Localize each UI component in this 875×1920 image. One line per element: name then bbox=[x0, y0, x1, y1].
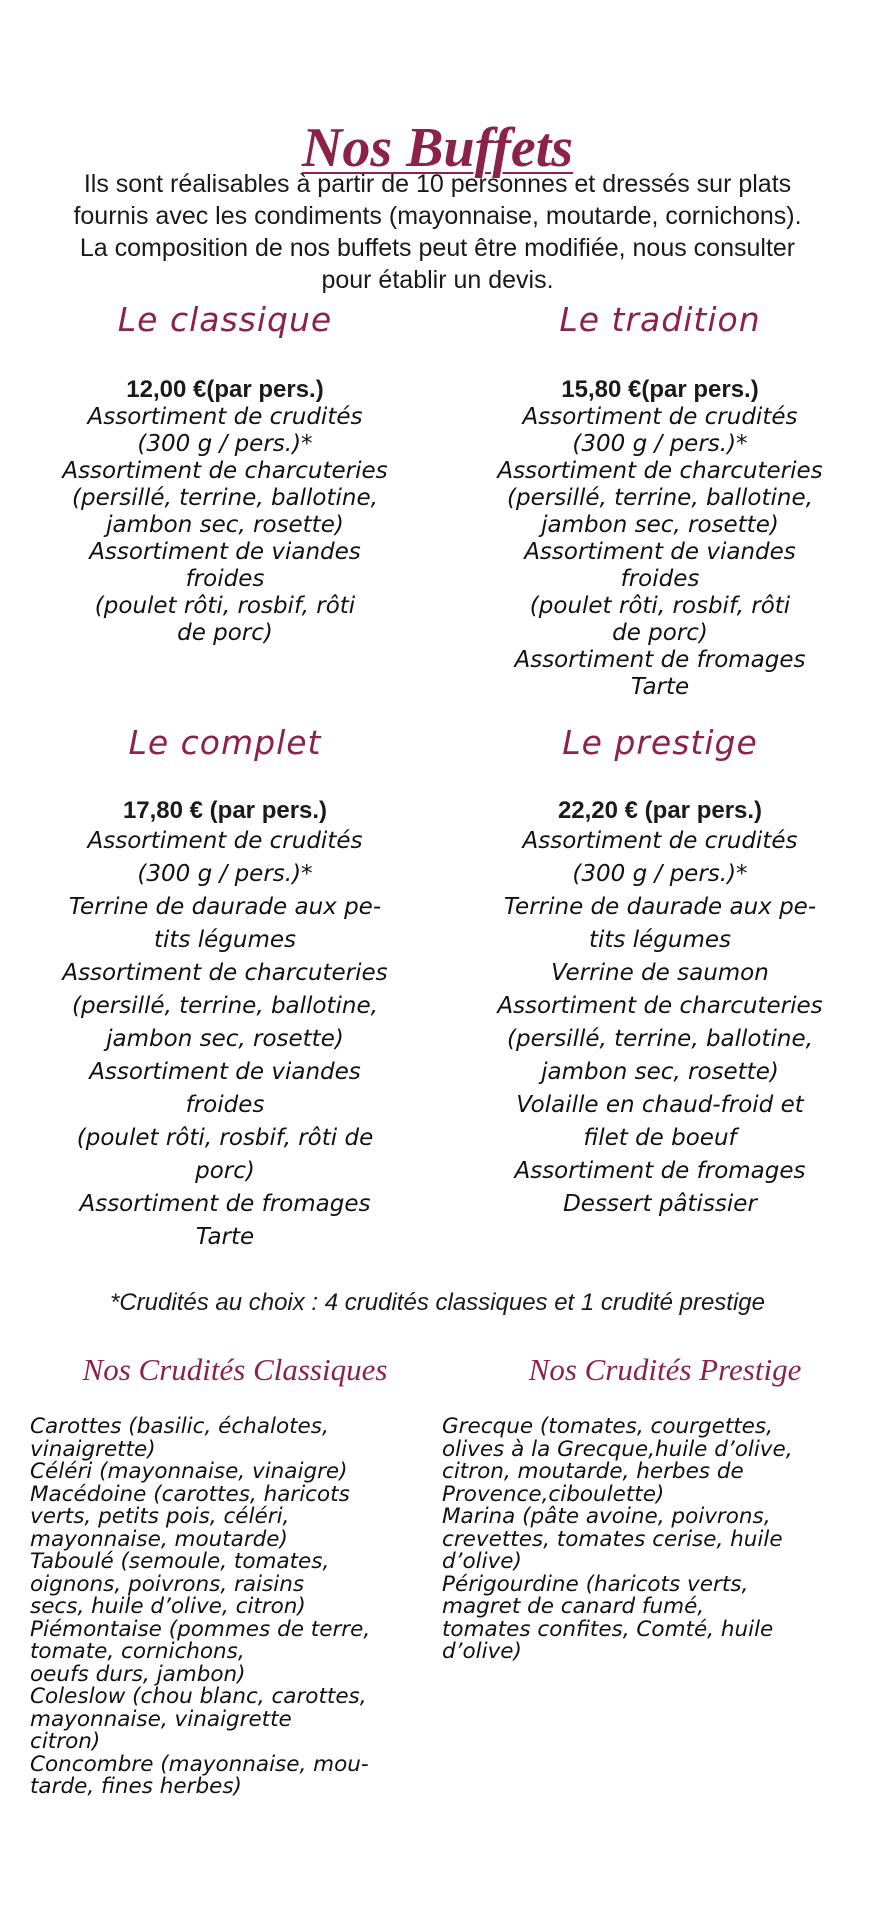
text-line: (poulet rôti, rosbif, rôti bbox=[529, 593, 791, 619]
text-line: tarde, fines herbes) bbox=[30, 1774, 242, 1799]
text-line: (300 g / pers.)* bbox=[137, 861, 313, 887]
text-line: secs, huile d’olive, citron) bbox=[30, 1594, 306, 1619]
buffet-items bbox=[20, 825, 430, 1254]
text-line: jambon sec, rosette) bbox=[541, 512, 779, 538]
text-line: (300 g / pers.)* bbox=[137, 431, 313, 457]
text-line: oeufs durs, jambon) bbox=[30, 1661, 246, 1687]
text-line: filet de boeuf bbox=[583, 1125, 737, 1151]
text-line: olives à la Grecque,huile d’olive, bbox=[442, 1436, 793, 1462]
text-line: Assortiment de charcuteries bbox=[497, 993, 823, 1019]
intro-line: Ils sont réalisables à partir de 10 personnes et dressés sur plats bbox=[83, 170, 792, 198]
page-title: Nos Buffets bbox=[301, 116, 574, 179]
buffet-name: Le tradition bbox=[559, 300, 761, 339]
crudites-prestige-title: Nos Crudités Prestige bbox=[528, 1352, 802, 1387]
text-line: Assortiment de charcuteries bbox=[497, 458, 823, 484]
text-line: oignons, poivrons, raisins bbox=[30, 1571, 305, 1597]
text-line: Coleslow (chou blanc, carottes, bbox=[30, 1684, 367, 1709]
text-line: Assortiment de fromages bbox=[79, 1191, 371, 1217]
text-line: Assortiment de viandes bbox=[89, 1059, 361, 1085]
crudites-prestige-list bbox=[442, 1416, 862, 1664]
text-line: (persillé, terrine, ballotine, bbox=[507, 1026, 813, 1052]
text-line: Assortiment de crudités bbox=[87, 828, 363, 854]
buffet-tradition bbox=[455, 298, 865, 701]
text-line: jambon sec, rosette) bbox=[106, 512, 344, 538]
buffet-price: 12,00 €(par pers.) bbox=[126, 376, 324, 403]
buffet-price: 15,80 €(par pers.) bbox=[561, 376, 759, 403]
text-line: verts, petits pois, céléri, bbox=[30, 1504, 290, 1529]
text-line: tits légumes bbox=[154, 927, 296, 953]
buffet-name: Le complet bbox=[128, 723, 322, 762]
buffet-items bbox=[455, 825, 865, 1221]
text-line: Terrine de daurade aux pe- bbox=[68, 894, 382, 920]
text-line: (poulet rôti, rosbif, rôti de bbox=[76, 1125, 374, 1151]
text-line: jambon sec, rosette) bbox=[106, 1026, 344, 1052]
text-line: crevettes, tomates cerise, huile bbox=[442, 1526, 783, 1552]
buffet-items bbox=[455, 404, 865, 701]
text-line: Tarte bbox=[195, 1224, 255, 1250]
text-line: Taboulé (semoule, tomates, bbox=[30, 1549, 330, 1574]
buffet-name: Le classique bbox=[117, 300, 333, 339]
text-line: (300 g / pers.)* bbox=[572, 431, 748, 457]
text-line: Assortiment de fromages bbox=[514, 647, 806, 673]
text-line: Périgourdine (haricots verts, bbox=[442, 1571, 749, 1597]
text-line: d’olive) bbox=[442, 1639, 522, 1664]
text-line: Assortiment de viandes bbox=[524, 539, 796, 565]
text-line: (persillé, terrine, ballotine, bbox=[72, 993, 378, 1019]
intro-line: pour établir un devis. bbox=[321, 266, 554, 294]
text-line: d’olive) bbox=[442, 1549, 522, 1574]
text-line: Marina (pâte avoine, poivrons, bbox=[442, 1504, 771, 1529]
text-line: porc) bbox=[195, 1158, 255, 1184]
text-line: Assortiment de crudités bbox=[522, 828, 798, 854]
text-line: vinaigrette) bbox=[30, 1436, 156, 1462]
text-line: Provence,ciboulette) bbox=[442, 1481, 665, 1507]
text-line: de porc) bbox=[612, 620, 708, 646]
text-line: Dessert pâtissier bbox=[563, 1191, 757, 1217]
text-line: Assortiment de crudités bbox=[87, 404, 363, 430]
intro-line: fournis avec les condiments (mayonnaise, moutarde, cornichons). bbox=[73, 202, 802, 230]
text-line: Assortiment de charcuteries bbox=[62, 458, 388, 484]
text-line: Assortiment de viandes bbox=[89, 539, 361, 565]
text-line: tits légumes bbox=[589, 927, 731, 953]
text-line: Grecque (tomates, courgettes, bbox=[442, 1414, 773, 1439]
text-line: Tarte bbox=[630, 674, 690, 700]
text-line: Verrine de saumon bbox=[551, 960, 769, 986]
buffet-price: 22,20 € (par pers.) bbox=[557, 797, 763, 824]
text-line: mayonnaise, vinaigrette bbox=[30, 1706, 292, 1732]
text-line: (300 g / pers.)* bbox=[572, 861, 748, 887]
text-line: citron, moutarde, herbes de bbox=[442, 1459, 744, 1484]
buffet-prestige bbox=[455, 721, 865, 1221]
buffet-items bbox=[20, 404, 430, 647]
text-line: mayonnaise, moutarde) bbox=[30, 1526, 288, 1552]
text-line: Assortiment de charcuteries bbox=[62, 960, 388, 986]
buffet-price: 17,80 € (par pers.) bbox=[122, 797, 328, 824]
text-line: Concombre (mayonnaise, mou- bbox=[30, 1751, 369, 1777]
text-line: (persillé, terrine, ballotine, bbox=[507, 485, 813, 511]
text-line: Piémontaise (pommes de terre, bbox=[30, 1616, 371, 1642]
text-line: magret de canard fumé, bbox=[442, 1594, 705, 1619]
text-line: Assortiment de fromages bbox=[514, 1158, 806, 1184]
text-line: froides bbox=[185, 566, 265, 592]
text-line: (persillé, terrine, ballotine, bbox=[72, 485, 378, 511]
text-line: jambon sec, rosette) bbox=[541, 1059, 779, 1085]
text-line: tomates confites, Comté, huile bbox=[442, 1616, 774, 1642]
buffet-complet bbox=[20, 721, 430, 1254]
text-line: froides bbox=[185, 1092, 265, 1118]
intro-text bbox=[30, 168, 845, 296]
text-line: Volaille en chaud-froid et bbox=[516, 1092, 804, 1118]
text-line: tomate, cornichons, bbox=[30, 1639, 245, 1664]
crudites-classiques-title: Nos Crudités Classiques bbox=[82, 1352, 388, 1387]
text-line: Céléri (mayonnaise, vinaigre) bbox=[30, 1459, 348, 1484]
text-line: Terrine de daurade aux pe- bbox=[503, 894, 817, 920]
text-line: Carottes (basilic, échalotes, bbox=[30, 1414, 329, 1439]
buffet-name: Le prestige bbox=[562, 723, 758, 762]
buffet-classique bbox=[20, 298, 430, 647]
text-line: Assortiment de crudités bbox=[522, 404, 798, 430]
text-line: Macédoine (carottes, haricots bbox=[30, 1481, 350, 1507]
text-line: de porc) bbox=[177, 620, 273, 646]
intro-line: La composition de nos buffets peut être modifiée, nous consulter bbox=[79, 234, 796, 262]
text-line: (poulet rôti, rosbif, rôti bbox=[94, 593, 356, 619]
crudites-note: *Crudités au choix : 4 crudités classiques et 1 crudité prestige bbox=[110, 1289, 765, 1316]
text-line: citron) bbox=[30, 1729, 101, 1754]
text-line: froides bbox=[620, 566, 700, 592]
crudites-classiques-list bbox=[30, 1416, 450, 1799]
